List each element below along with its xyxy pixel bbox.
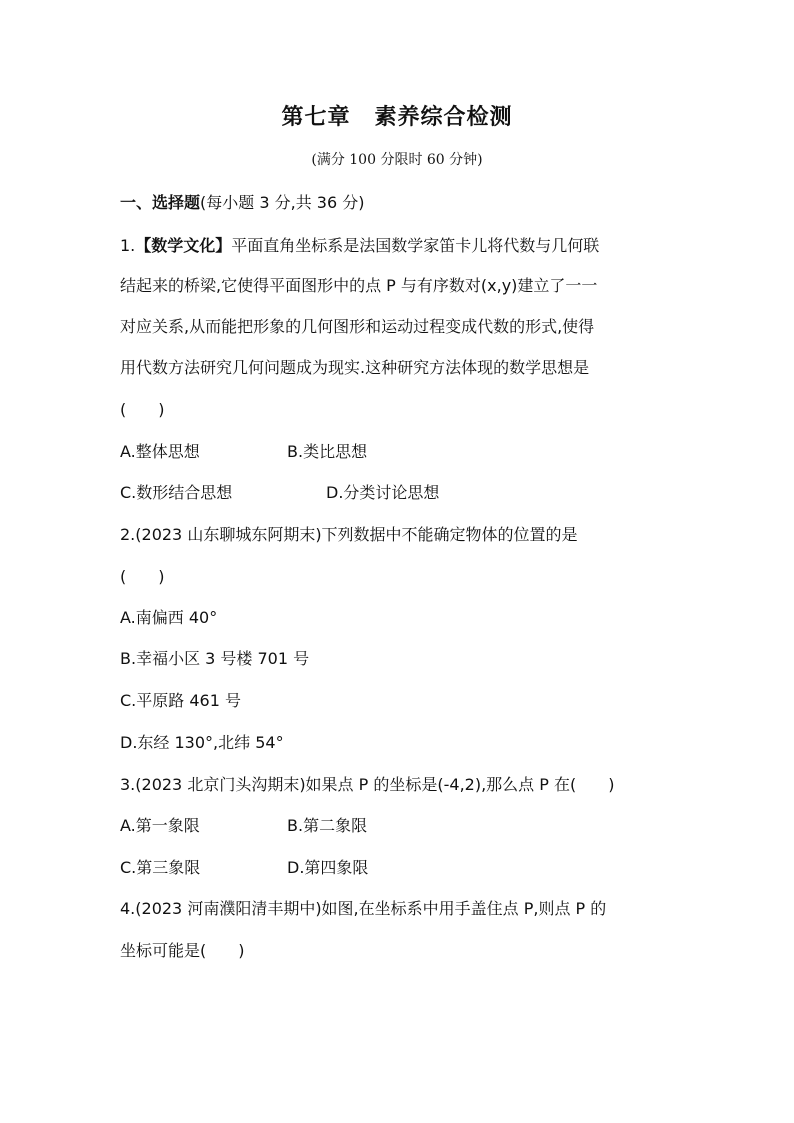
question-3-number: 3. [120, 775, 136, 794]
question-2-text: (2023 山东聊城东阿期末)下列数据中不能确定物体的位置的是 [135, 525, 578, 544]
question-2-option-b: B.幸福小区 3 号楼 701 号 [120, 649, 310, 668]
question-1-option-a: A.整体思想 [120, 442, 200, 461]
question-3-option-c: C.第三象限 [120, 858, 201, 877]
question-3-line-1 [120, 774, 614, 796]
question-1-option-c: C.数形结合思想 [120, 483, 233, 502]
question-3-option-a: A.第一象限 [120, 816, 200, 835]
question-4-line-2: 坐标可能是( ) [120, 941, 245, 960]
question-1-number: 1. [120, 236, 136, 255]
question-1-option-b: B.类比思想 [287, 442, 368, 461]
question-1-tag: 【数学文化】 [135, 236, 232, 255]
section-label: 一、选择题 [120, 193, 201, 212]
page-title [0, 100, 794, 131]
section-note: (每小题 3 分,共 36 分) [200, 193, 365, 212]
question-2-option-a: A.南偏西 40° [120, 608, 218, 627]
chapter-label: 第七章 [281, 105, 351, 130]
question-1-text: 平面直角坐标系是法国数学家笛卡儿将代数与几何联 [231, 236, 600, 255]
question-1-answer-blank: ( ) [120, 400, 165, 419]
question-4-text: (2023 河南濮阳清丰期中)如图,在坐标系中用手盖住点 P,则点 P 的 [135, 899, 607, 918]
question-2-number: 2. [120, 525, 136, 544]
question-2-line-1 [120, 524, 578, 546]
question-1-line-2: 结起来的桥梁,它使得平面图形中的点 P 与有序数对(x,y)建立了一一 [120, 276, 598, 295]
question-2-option-c: C.平原路 461 号 [120, 691, 241, 710]
question-4-line-1 [120, 898, 606, 920]
question-2-answer-blank: ( ) [120, 567, 165, 586]
question-3-option-d: D.第四象限 [287, 858, 369, 877]
question-2-option-d: D.东经 130°,北纬 54° [120, 733, 284, 752]
section-heading [120, 192, 364, 214]
question-3-option-b: B.第二象限 [287, 816, 368, 835]
question-4-number: 4. [120, 899, 136, 918]
question-1-line-4: 用代数方法研究几何问题成为现实.这种研究方法体现的数学思想是 [120, 358, 590, 377]
exam-subtitle: (满分 100 分限时 60 分钟) [311, 152, 483, 168]
question-1-line-3: 对应关系,从而能把形象的几何图形和运动过程变成代数的形式,使得 [120, 317, 595, 336]
question-1-option-d: D.分类讨论思想 [326, 483, 440, 502]
question-1-line-1 [120, 235, 599, 257]
title-text: 素养综合检测 [374, 105, 513, 130]
question-3-text: (2023 北京门头沟期末)如果点 P 的坐标是(-4,2),那么点 P 在( ) [135, 775, 615, 794]
